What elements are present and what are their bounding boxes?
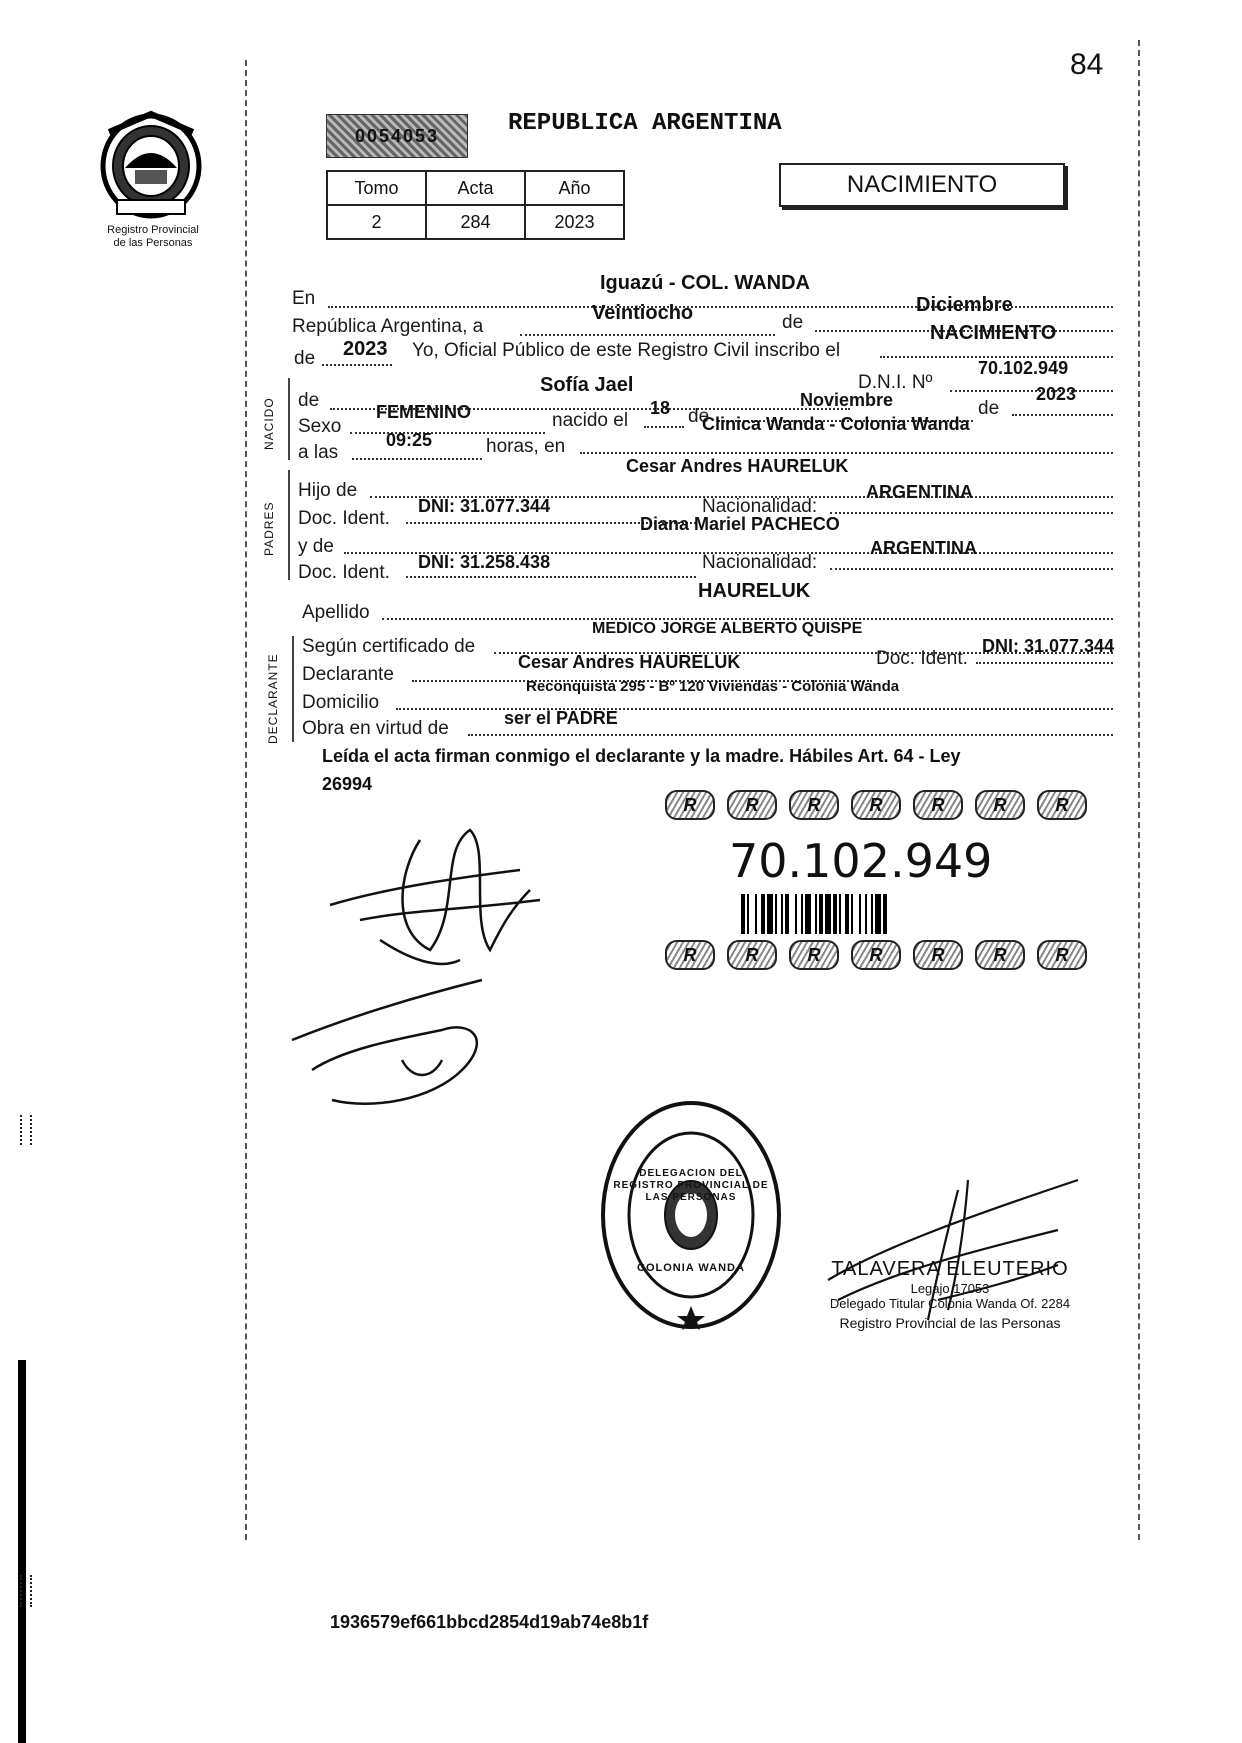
registry-logo-caption: [78, 224, 228, 250]
security-r-mark: R: [913, 940, 963, 970]
declarante-doc: DNI: 31.077.344: [982, 636, 1115, 656]
place-dots: [580, 452, 1113, 454]
misiones-crest-icon: [95, 108, 207, 220]
padres-tab: PADRES: [262, 501, 276, 556]
apellido-label: Apellido: [302, 602, 370, 623]
nacido-el-label: nacido el: [552, 410, 629, 431]
nacido-bracket: [288, 378, 290, 460]
padres-bracket: [288, 470, 290, 580]
left-edge-scan-shadow: [18, 1360, 26, 1743]
domicilio-value: Reconquista 295 - Bº 120 Viviendas - Colonia Wanda: [526, 678, 900, 695]
official-legajo: Legajo 17053: [910, 1281, 990, 1296]
father-name: Cesar Andres HAURELUK: [626, 456, 849, 476]
security-r-mark: R: [789, 790, 839, 820]
barcode: [741, 894, 963, 934]
security-r-mark: R: [975, 940, 1025, 970]
official-seal: [598, 1098, 784, 1332]
acta-value-tomo: 2: [327, 205, 426, 239]
right-border-line: [1138, 40, 1140, 1540]
mother-doc: DNI: 31.258.438: [418, 552, 551, 572]
acta-header-ano: Año: [525, 171, 624, 205]
left-edge-mark-2: [20, 1575, 32, 1607]
signature-madre: [282, 960, 542, 1120]
birth-day: 18: [650, 398, 671, 418]
r-pattern-top: [665, 790, 1105, 820]
father-nat-dots: [830, 512, 1113, 514]
segun-label: Según certificado de: [302, 636, 476, 657]
act-value: NACIMIENTO: [930, 322, 1057, 344]
acta-value-acta: 284: [426, 205, 525, 239]
nacido-de-label-2: de: [688, 406, 710, 427]
father-doc: DNI: 31.077.344: [418, 496, 551, 516]
certificado-value: MEDICO JORGE ALBERTO QUISPE: [592, 620, 863, 637]
security-r-mark: R: [1037, 940, 1087, 970]
father-nat-label: Nacionalidad:: [702, 496, 818, 517]
acta-header-acta: Acta: [426, 171, 525, 205]
birth-year: 2023: [1036, 384, 1077, 404]
birth-month: Noviembre: [800, 390, 894, 410]
r-pattern-bottom: [665, 940, 1105, 970]
acta-header-tomo: Tomo: [327, 171, 426, 205]
obra-dots: [468, 734, 1113, 736]
en-label: En: [292, 288, 316, 309]
security-r-mark: R: [665, 790, 715, 820]
obra-label: Obra en virtud de: [302, 718, 449, 739]
security-r-mark: R: [851, 790, 901, 820]
nacido-de-label: de: [298, 390, 320, 411]
birth-place: Clinica Wanda - Colonia Wanda: [702, 414, 970, 434]
birth-time: 09:25: [386, 430, 433, 450]
security-r-mark: R: [727, 940, 777, 970]
dni-dots: [950, 390, 1113, 392]
left-edge-mark-1: [20, 1115, 32, 1145]
de-label-1: de: [782, 312, 804, 333]
official-block: [805, 1258, 1095, 1331]
declarante-value: Cesar Andres HAURELUK: [518, 652, 741, 672]
hijo-label: Hijo de: [298, 480, 358, 501]
security-r-mark: R: [913, 790, 963, 820]
security-r-mark: R: [665, 940, 715, 970]
year-dots: [322, 364, 392, 366]
acta-value-ano: 2023: [525, 205, 624, 239]
domicilio-label: Domicilio: [302, 692, 380, 713]
country-title: REPUBLICA ARGENTINA: [508, 110, 782, 137]
security-r-mark: R: [789, 940, 839, 970]
mother-name: Diana Mariel PACHECO: [640, 514, 840, 534]
registry-caption-line2: de las Personas: [113, 237, 193, 249]
nacido-de-label-3: de: [978, 398, 1000, 419]
acta-table: [326, 170, 625, 240]
day-dots: [520, 334, 775, 336]
newborn-name: Sofía Jael: [540, 374, 634, 396]
dni-stamp-number: 70.102.949: [729, 834, 993, 888]
seal-inner-text: COLONIA WANDA: [637, 1262, 745, 1274]
left-border-line: [245, 60, 247, 1540]
security-r-mark: R: [727, 790, 777, 820]
dni-label: D.N.I. Nº: [858, 372, 933, 393]
closing-text-line2: 26994: [322, 774, 373, 794]
document-type: NACIMIENTO: [846, 171, 998, 198]
security-stamp-code: 0054053: [354, 126, 440, 146]
father-nationality: ARGENTINA: [866, 482, 973, 502]
father-doc-label: Doc. Ident.: [298, 508, 390, 529]
sexo-dots: [350, 432, 545, 434]
page-number: 84: [1070, 48, 1104, 81]
alas-label: a las: [298, 442, 339, 463]
mother-doc-label: Doc. Ident.: [298, 562, 390, 583]
yde-label: y de: [298, 536, 334, 557]
birth-day-dots: [644, 426, 684, 428]
registry-seal-icon: [598, 1098, 784, 1332]
security-r-mark: R: [1037, 790, 1087, 820]
dni-stamp: [665, 790, 1105, 970]
month-value: Diciembre: [916, 294, 1013, 316]
de-label-2: de: [294, 348, 316, 369]
time-dots: [352, 458, 482, 460]
sexo-label: Sexo: [298, 416, 342, 437]
official-name: TALAVERA ELEUTERIO: [831, 1258, 1069, 1280]
sexo-value: FEMENINO: [376, 402, 472, 422]
barcode-bar: [883, 894, 887, 934]
declarante-tab: DECLARANTE: [266, 653, 280, 744]
document-type-box: [779, 163, 1065, 207]
declarante-bracket: [292, 636, 294, 742]
closing-text-line1: Leída el acta firman conmigo el declarante y la madre. Hábiles Art. 64 - Ley: [322, 746, 961, 766]
en-value: Iguazú - COL. WANDA: [600, 272, 810, 294]
document-hash: 1936579ef661bbcd2854d19ab74e8b1f: [330, 1612, 649, 1632]
republica-label: República Argentina, a: [292, 316, 484, 337]
birth-year-dots: [1012, 414, 1113, 416]
declarante-doc-dots: [976, 662, 1113, 664]
security-r-mark: R: [851, 940, 901, 970]
apellido-value: HAURELUK: [698, 580, 811, 602]
registry-caption-line1: Registro Provincial: [107, 224, 199, 236]
nacido-tab: NACIDO: [262, 397, 276, 450]
horas-label: horas, en: [486, 436, 566, 457]
mother-nat-label: Nacionalidad:: [702, 552, 818, 573]
official-institution: Registro Provincial de las Personas: [839, 1315, 1061, 1331]
security-r-mark: R: [975, 790, 1025, 820]
registry-logo: [95, 108, 207, 220]
security-stamp: [326, 114, 468, 158]
seal-outer-text: DELEGACION DEL REGISTRO PROVINCIAL DE LAS PERSONAS: [613, 1168, 769, 1203]
obra-value: ser el PADRE: [504, 708, 618, 728]
declarante-label: Declarante: [302, 664, 394, 685]
day-value: Veintiocho: [592, 302, 694, 324]
mother-nationality: ARGENTINA: [870, 538, 977, 558]
year-value: 2023: [343, 338, 388, 360]
oficial-text: Yo, Oficial Público de este Registro Civil inscribo el: [412, 340, 841, 361]
official-position: Delegado Titular Colonia Wanda Of. 2284: [829, 1296, 1071, 1311]
mother-nat-dots: [830, 568, 1113, 570]
newborn-dni: 70.102.949: [978, 358, 1069, 378]
mother-doc-dots: [406, 576, 696, 578]
declarante-doc-label: Doc. Ident.: [876, 648, 968, 669]
